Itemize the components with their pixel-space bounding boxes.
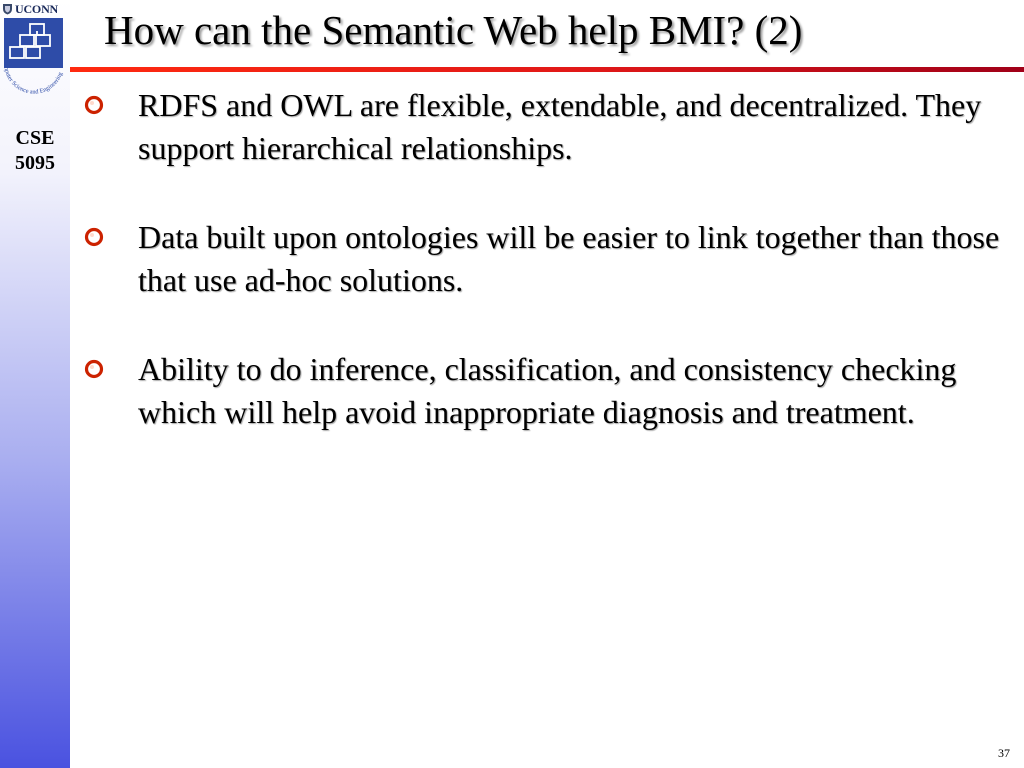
uconn-name: UCONN [15, 1, 58, 16]
uconn-branding [2, 2, 58, 16]
cse-department-logo [1, 18, 67, 112]
sidebar [0, 0, 70, 768]
title-divider [70, 67, 1024, 72]
bullet-text: Ability to do inference, classification, and consistency checking which will help avoid inappropriate diagnosis and treatment. [138, 351, 957, 430]
course-code-line1: CSE [15, 127, 55, 149]
bullet-item [80, 216, 1020, 302]
bullet-text: RDFS and OWL are flexible, extendable, and decentralized. They support hierarchical relationships. [138, 87, 982, 166]
logo-ring-text: Computer Science and Engineering [2, 57, 65, 96]
ring-bullet-icon [84, 359, 104, 379]
ring-bullet-icon [84, 227, 104, 247]
uconn-seal-icon [2, 3, 13, 15]
bullet-list [80, 84, 1020, 480]
course-code-line2: 5095 [15, 152, 55, 174]
bullet-item [80, 84, 1020, 170]
page-number: 37 [998, 746, 1010, 760]
slide-title: How can the Semantic Web help BMI? (2) [104, 7, 803, 53]
bullet-text: Data built upon ontologies will be easier to link together than those that use ad-hoc solutions. [138, 219, 1000, 298]
ring-bullet-icon [84, 95, 104, 115]
course-code [0, 126, 70, 176]
bullet-item [80, 348, 1020, 434]
